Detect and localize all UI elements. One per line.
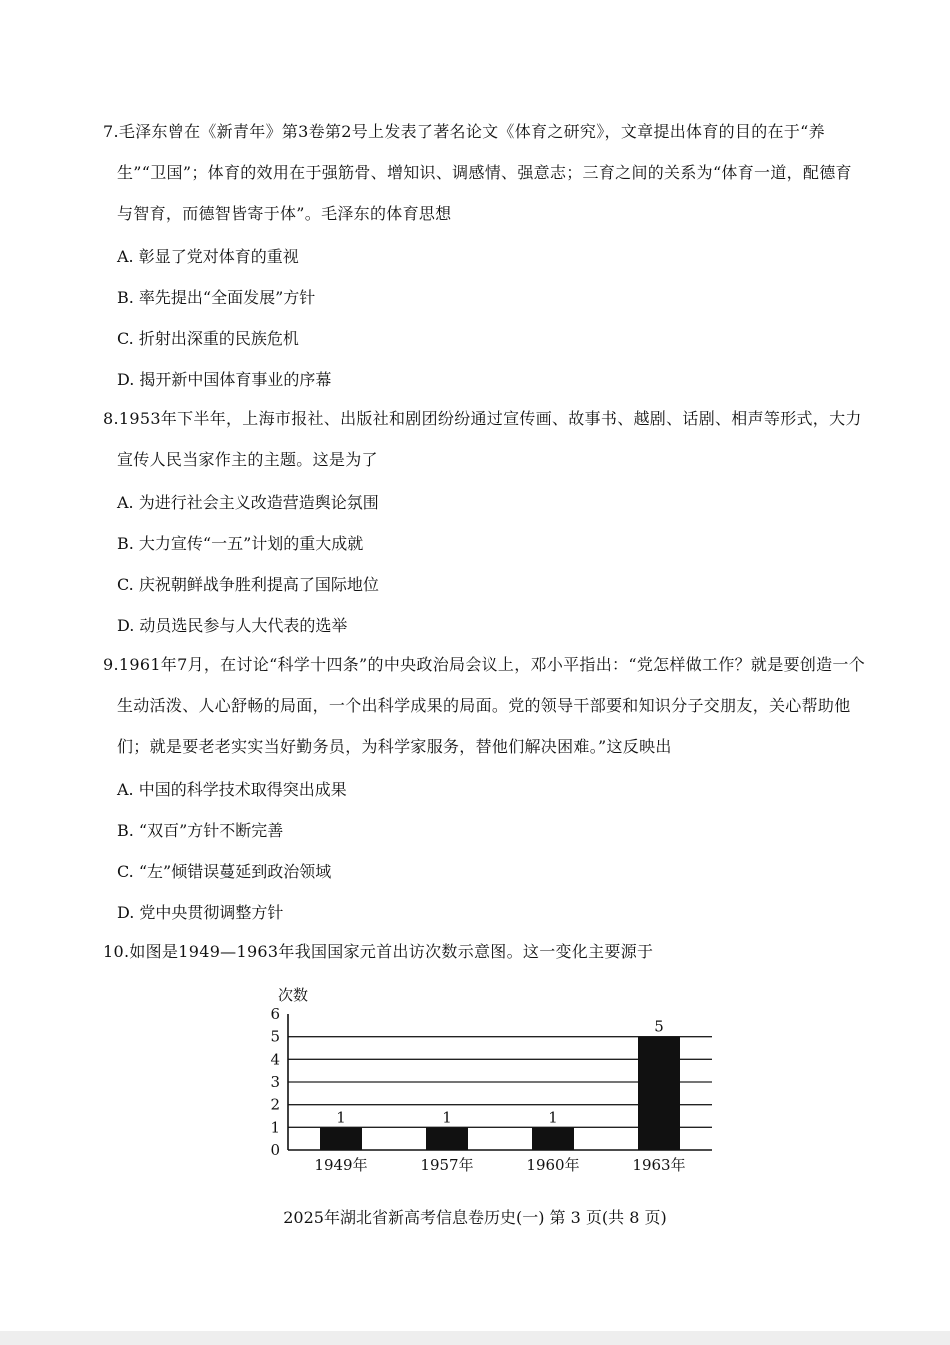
- question-9-stem: [103, 644, 866, 767]
- visits-bar-chart: [0, 980, 950, 1180]
- question-9-option-c: C. “左”倾错误蔓延到政治领域: [117, 862, 332, 881]
- question-10-stem: [103, 931, 865, 972]
- chart-xtick-label: 1960年: [526, 1156, 580, 1174]
- question-9-option-a: A. 中国的科学技术取得突出成果: [117, 780, 347, 799]
- question-7-option-a: A. 彰显了党对体育的重视: [117, 247, 299, 266]
- question-9-number: 9.: [103, 655, 119, 674]
- chart-ytick-label: 1: [270, 1118, 280, 1137]
- chart-data-label: 1: [548, 1108, 558, 1127]
- chart-data-labels: [336, 1018, 664, 1127]
- page-footer: 2025年湖北省新高考信息卷历史(一) 第 3 页(共 8 页): [283, 1208, 667, 1227]
- chart-xticks: [314, 1156, 685, 1174]
- chart-data-label: 1: [336, 1108, 346, 1127]
- chart-ytick-label: 5: [270, 1027, 280, 1046]
- chart-bar: [638, 1037, 680, 1150]
- question-10-number: 10.: [103, 942, 130, 961]
- question-7-stem: [103, 111, 865, 234]
- chart-xtick-label: 1963年: [632, 1156, 686, 1174]
- question-9-option-b: B. “双百”方针不断完善: [117, 821, 284, 840]
- chart-data-label: 5: [654, 1017, 664, 1036]
- question-8-option-b: B. 大力宣传“一五”计划的重大成就: [117, 534, 364, 553]
- question-7-number: 7.: [103, 122, 119, 141]
- question-7-text: 毛泽东曾在《新青年》第3卷第2号上发表了著名论文《体育之研究》，文章提出体育的目的在于“养生”“卫国”；体育的效用在于强筋骨、增知识、调感情、强意志；三育之间的关系为“体育一道，配德育与智育，而德智皆寄于体”。毛泽东的体育思想: [117, 122, 852, 223]
- question-8-stem: [103, 398, 865, 480]
- chart-yticks: [270, 1005, 280, 1159]
- chart-xtick-label: 1957年: [420, 1156, 474, 1174]
- chart-xtick-label: 1949年: [314, 1156, 368, 1174]
- chart-bar: [426, 1127, 468, 1150]
- question-9-option-d: D. 党中央贯彻调整方针: [117, 903, 284, 922]
- chart-bar: [320, 1127, 362, 1150]
- question-8-option-c: C. 庆祝朝鲜战争胜利提高了国际地位: [117, 575, 379, 594]
- question-10-text: 如图是1949—1963年我国国家元首出访次数示意图。这一变化主要源于: [129, 942, 654, 961]
- chart-ylabel: 次数: [278, 986, 309, 1004]
- chart-ytick-label: 0: [270, 1141, 280, 1159]
- question-8-text: 1953年下半年，上海市报社、出版社和剧团纷纷通过宣传画、故事书、越剧、话剧、相声等形式，大力宣传人民当家作主的主题。这是为了: [117, 409, 862, 469]
- chart-ytick-label: 6: [270, 1005, 280, 1023]
- chart-ytick-label: 4: [270, 1050, 280, 1069]
- chart-ytick-label: 2: [270, 1095, 280, 1114]
- question-7-option-b: B. 率先提出“全面发展”方针: [117, 288, 316, 307]
- question-7-option-c: C. 折射出深重的民族危机: [117, 329, 299, 348]
- question-9-text: 1961年7月，在讨论“科学十四条”的中央政治局会议上，邓小平指出：“党怎样做工作？就是要创造一个生动活泼、人心舒畅的局面，一个出科学成果的局面。党的领导干部要和知识分子交朋友，关心帮助他们；就是要老老实实当好勤务员，为科学家服务，替他们解决困难。”这反映出: [117, 655, 866, 756]
- question-8-option-d: D. 动员选民参与人大代表的选举: [117, 616, 348, 635]
- question-8-number: 8.: [103, 409, 119, 428]
- question-8-option-a: A. 为进行社会主义改造营造舆论氛围: [117, 493, 379, 512]
- chart-bars: [320, 1037, 680, 1150]
- scan-edge: [0, 1331, 950, 1345]
- question-7-option-d: D. 揭开新中国体育事业的序幕: [117, 370, 332, 389]
- chart-data-label: 1: [442, 1108, 452, 1127]
- chart-bar: [532, 1127, 574, 1150]
- chart-ytick-label: 3: [270, 1073, 280, 1091]
